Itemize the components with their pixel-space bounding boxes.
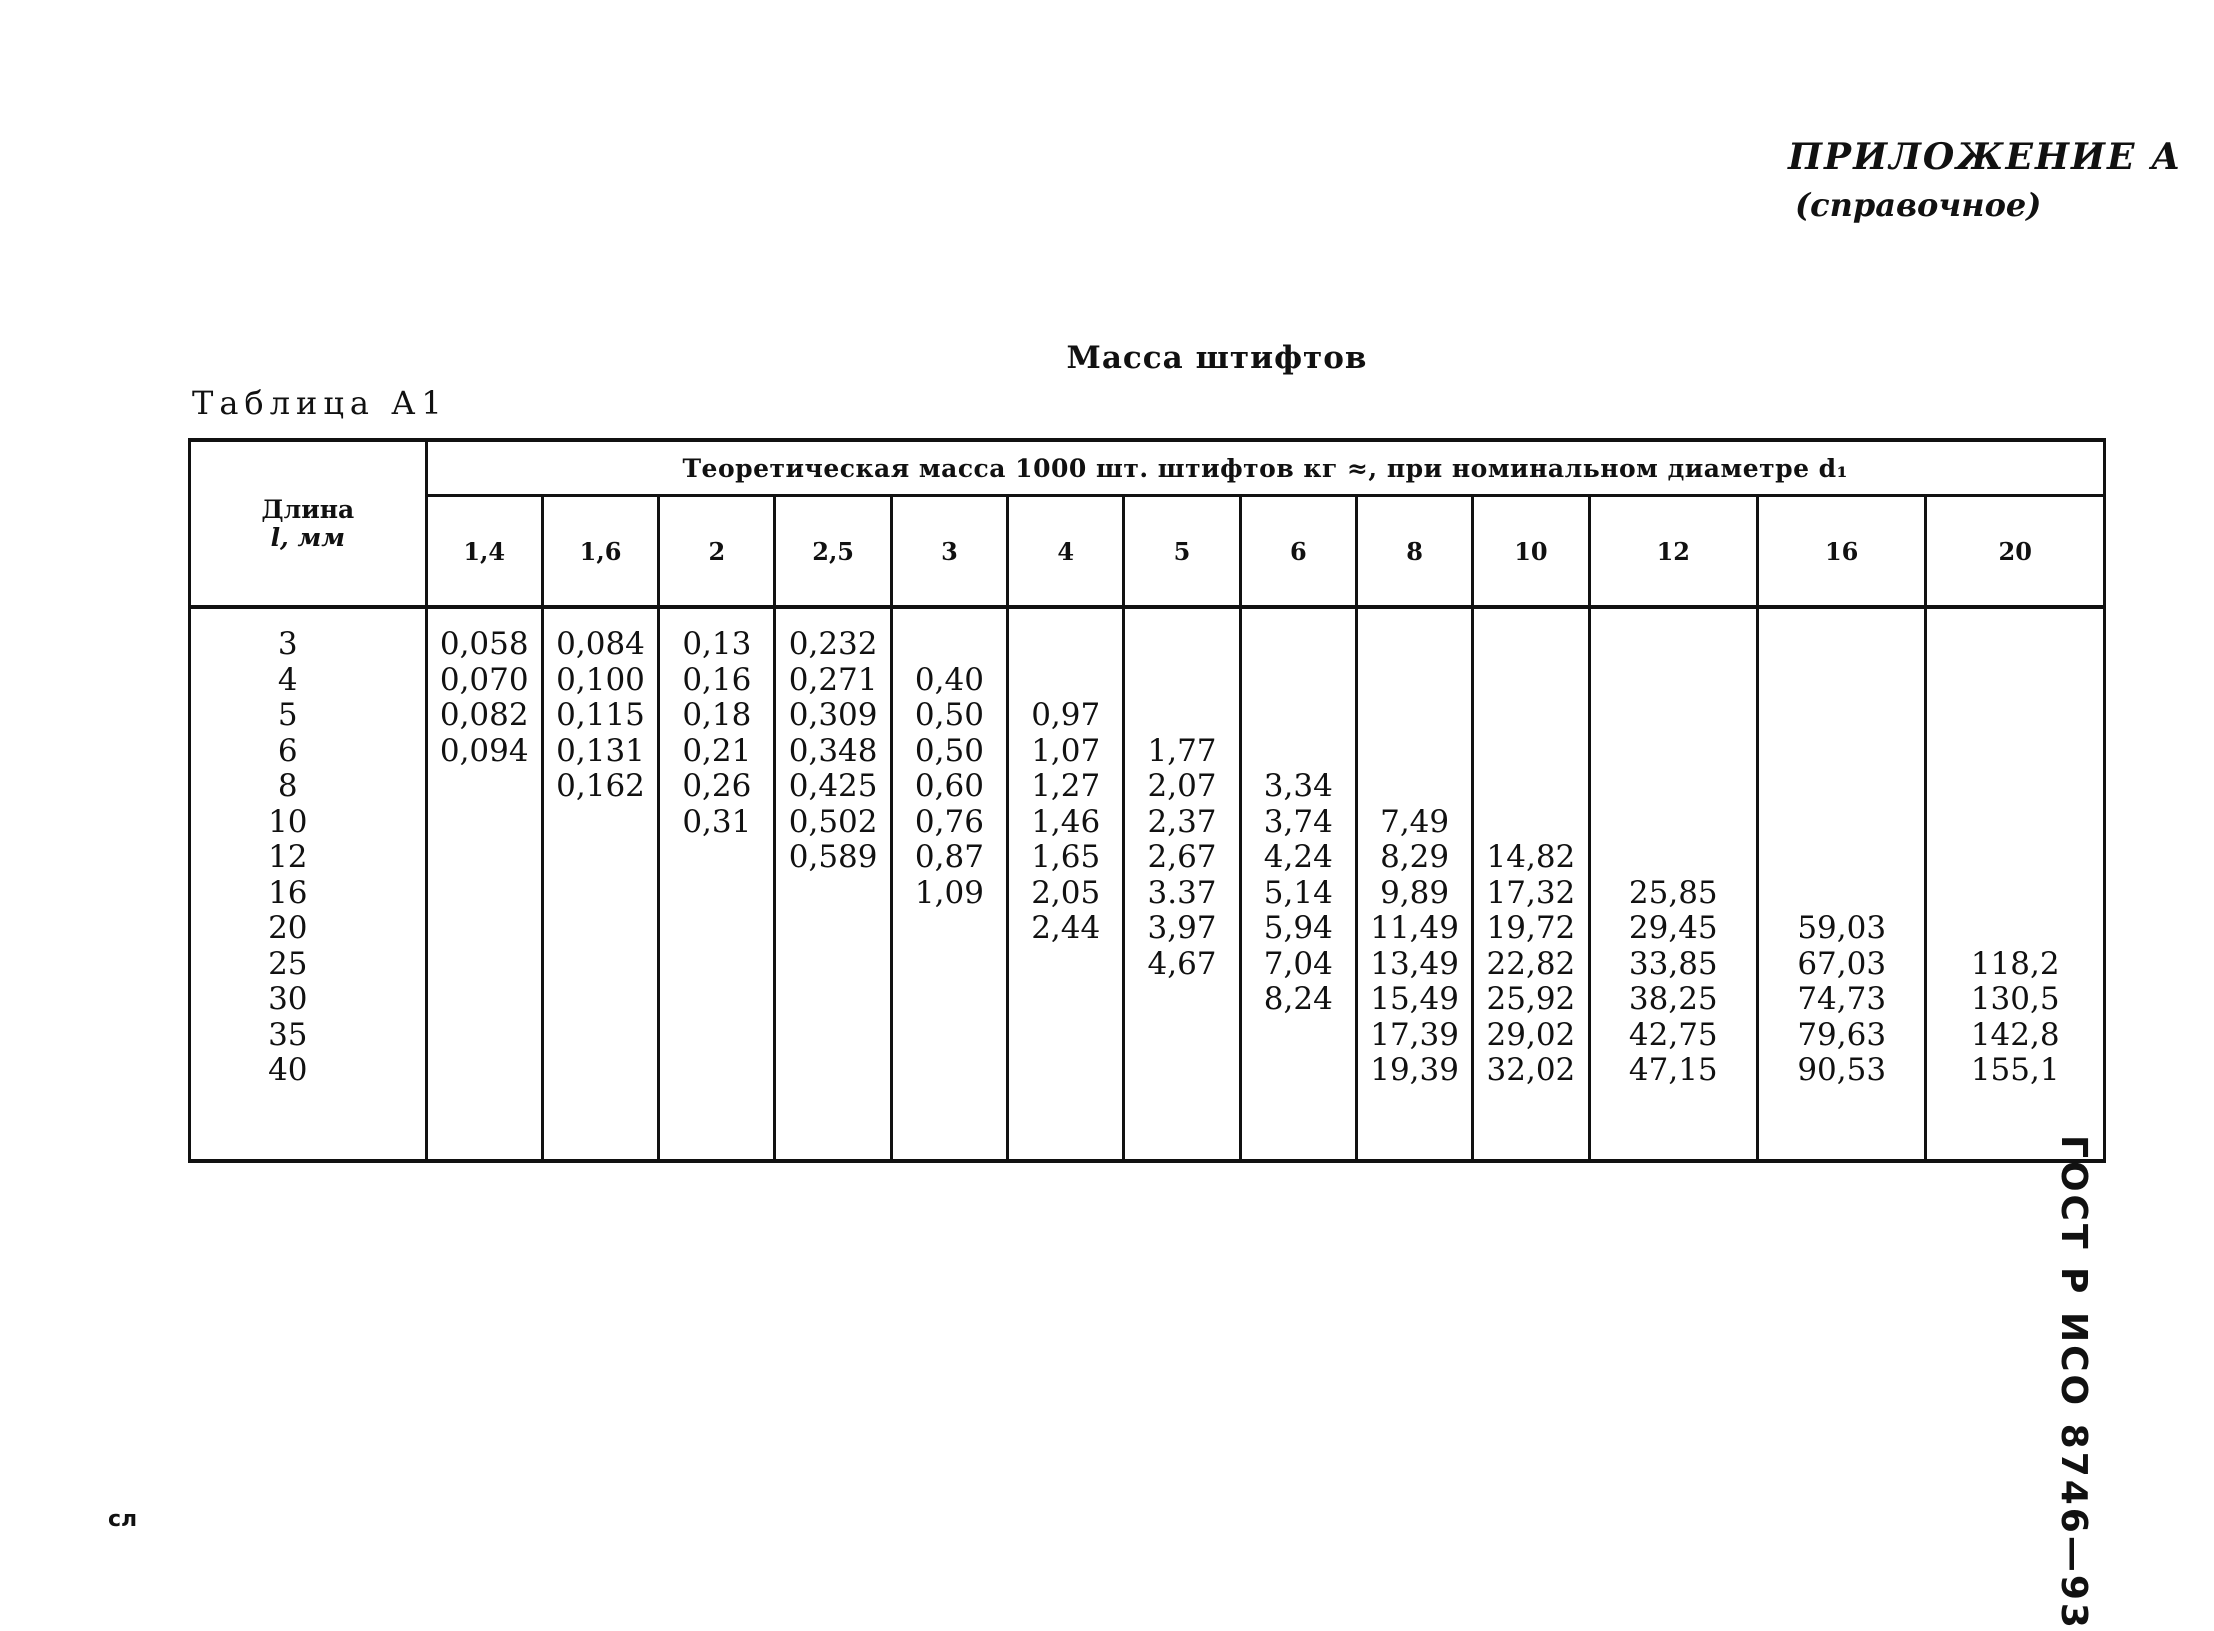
diameter-header: 12 (1589, 496, 1757, 608)
mass-value (1125, 627, 1238, 663)
mass-value: 13,49 (1370, 945, 1459, 982)
diameter-header: 2,5 (775, 496, 891, 608)
mass-value (1474, 805, 1587, 841)
mass-value (1759, 840, 1924, 876)
mass-value: 1,27 (1031, 768, 1101, 804)
mass-value (660, 1018, 773, 1054)
pin-mass-table (188, 438, 2106, 1163)
mass-value (1927, 911, 2103, 947)
mass-value (428, 1018, 541, 1054)
mass-value (1759, 698, 1924, 734)
length-value: 10 (268, 803, 308, 840)
mass-value: 8,29 (1380, 839, 1450, 875)
mass-value: 155,1 (1970, 1052, 2060, 1088)
mass-value: 0,115 (556, 697, 645, 733)
mass-value (1358, 769, 1471, 805)
length-value: 4 (277, 661, 298, 698)
mass-value (1009, 947, 1122, 983)
mass-value (893, 911, 1006, 947)
mass-value: 17,39 (1370, 1016, 1459, 1053)
mass-value: 1,09 (914, 874, 984, 911)
length-value: 3 (277, 626, 298, 662)
mass-value (1927, 627, 2103, 663)
mass-value: 29,02 (1486, 1016, 1576, 1053)
mass-value: 0,131 (556, 732, 645, 769)
diameter-header: 3 (891, 496, 1007, 608)
diameter-header: 6 (1240, 496, 1356, 608)
mass-value: 15,49 (1370, 981, 1459, 1017)
mass-value (1927, 876, 2103, 912)
mass-value: 7,49 (1380, 803, 1450, 840)
mass-value: 0,76 (914, 803, 984, 840)
mass-value (428, 982, 541, 1018)
document-code: ГОСТ Р ИСО 8746—93 (2053, 1135, 2094, 1631)
mass-value: 9,89 (1380, 874, 1450, 911)
mass-value: 0,100 (556, 661, 645, 698)
diameter-header: 1,4 (426, 496, 542, 608)
spacer-cell (426, 607, 542, 623)
spacer-cell (1356, 607, 1472, 623)
length-value: 30 (268, 981, 308, 1017)
mass-value: 90,53 (1797, 1052, 1887, 1088)
mass-value (1759, 876, 1924, 912)
mass-value: 25,92 (1486, 981, 1576, 1017)
mass-value (1125, 982, 1238, 1018)
mass-value: 59,03 (1797, 910, 1887, 946)
length-value: 12 (268, 839, 308, 875)
mass-value (1242, 734, 1355, 770)
mass-value (660, 876, 773, 912)
mass-value: 38,25 (1628, 981, 1718, 1017)
mass-value (1009, 627, 1122, 663)
mass-value (1927, 663, 2103, 699)
mass-value (1591, 627, 1756, 663)
appendix-title: ПРИЛОЖЕНИЕ А (1788, 136, 2183, 178)
diameter-header: 4 (1008, 496, 1124, 608)
length-value: 40 (268, 1052, 308, 1088)
mass-value (1125, 698, 1238, 734)
mass-value (1927, 734, 2103, 770)
mass-column-2-5 (775, 623, 891, 1161)
mass-value (1242, 1018, 1355, 1054)
diameter-header: 8 (1356, 496, 1472, 608)
mass-value (893, 627, 1006, 663)
mass-value (1009, 1053, 1122, 1089)
mass-value (1591, 734, 1756, 770)
mass-value: 0,058 (439, 626, 529, 662)
mass-value (1125, 1018, 1238, 1054)
length-value: 35 (268, 1016, 308, 1053)
appendix-subtitle: (справочное) (1795, 186, 2042, 224)
mass-value (544, 876, 657, 912)
mass-value: 0,31 (682, 803, 752, 840)
mass-value: 0,16 (682, 661, 752, 698)
mass-value (1125, 663, 1238, 699)
mass-value: 1,07 (1031, 732, 1101, 769)
mass-value (660, 840, 773, 876)
mass-value (428, 805, 541, 841)
table-label: Таблица А1 (192, 384, 448, 422)
mass-value: 5,94 (1263, 910, 1333, 946)
mass-value (1242, 663, 1355, 699)
mass-value: 142,8 (1970, 1016, 2060, 1053)
mass-value (893, 982, 1006, 1018)
mass-column-2 (659, 623, 775, 1161)
mass-value (1474, 663, 1587, 699)
mass-value: 19,39 (1370, 1052, 1459, 1088)
mass-value (776, 1053, 889, 1089)
mass-value: 0,348 (788, 732, 878, 769)
table-spacer-row (190, 607, 2105, 623)
length-values-column (190, 623, 427, 1161)
mass-value: 0,26 (682, 768, 752, 804)
length-value: 20 (268, 910, 308, 946)
diameter-header: 16 (1757, 496, 1925, 608)
mass-value (1125, 1053, 1238, 1089)
mass-value (1759, 627, 1924, 663)
spacer-cell (1008, 607, 1124, 623)
diameter-header: 5 (1124, 496, 1240, 608)
mass-column-10 (1473, 623, 1589, 1161)
mass-value (1358, 663, 1471, 699)
spacer-cell (891, 607, 1007, 623)
mass-value: 29,45 (1628, 910, 1718, 946)
diameter-header: 20 (1926, 496, 2105, 608)
mass-value (1759, 734, 1924, 770)
mass-value: 0,082 (439, 697, 529, 733)
mass-value: 7,04 (1263, 945, 1333, 982)
mass-value: 3.37 (1147, 874, 1217, 911)
mass-value (1759, 769, 1924, 805)
mass-value: 22,82 (1486, 945, 1576, 982)
mass-value: 8,24 (1263, 981, 1333, 1017)
mass-value (1759, 805, 1924, 841)
spacer-cell (1473, 607, 1589, 623)
spacer-cell (1124, 607, 1240, 623)
diameter-header: 10 (1473, 496, 1589, 608)
mass-value (428, 911, 541, 947)
mass-value (1927, 840, 2103, 876)
mass-value: 0,87 (914, 839, 984, 875)
mass-column-1-4 (426, 623, 542, 1161)
diameter-group-header: Теоретическая масса 1000 шт. штифтов кг ≈, при номинальном диаметре d₁ (426, 440, 2104, 496)
diameter-header: 2 (659, 496, 775, 608)
mass-value (428, 1053, 541, 1089)
mass-value (1474, 627, 1587, 663)
mass-value: 0,232 (788, 626, 878, 662)
mass-value (1358, 734, 1471, 770)
mass-value: 2,67 (1147, 839, 1217, 875)
spacer-cell (775, 607, 891, 623)
mass-value: 0,502 (788, 803, 878, 840)
mass-value: 79,63 (1797, 1016, 1887, 1053)
mass-column-16 (1757, 623, 1925, 1161)
mass-value (544, 947, 657, 983)
mass-value (660, 982, 773, 1018)
mass-value: 0,084 (556, 626, 645, 662)
mass-value (893, 1018, 1006, 1054)
mass-value: 0,13 (682, 626, 752, 662)
mass-value: 42,75 (1628, 1016, 1718, 1053)
mass-column-8 (1356, 623, 1472, 1161)
mass-value: 32,02 (1486, 1052, 1576, 1088)
spacer-cell (1589, 607, 1757, 623)
mass-value (1474, 734, 1587, 770)
spacer-cell (190, 607, 427, 623)
mass-value (1009, 982, 1122, 1018)
mass-value: 0,094 (439, 732, 529, 769)
mass-value (1242, 1053, 1355, 1089)
mass-value: 74,73 (1797, 981, 1887, 1017)
mass-value: 2,44 (1031, 910, 1101, 946)
mass-column-5 (1124, 623, 1240, 1161)
mass-value: 0,271 (788, 661, 878, 698)
mass-value: 2,07 (1147, 768, 1217, 804)
diameter-header: 1,6 (542, 496, 658, 608)
mass-value: 0,425 (788, 768, 878, 804)
mass-value (1474, 698, 1587, 734)
mass-value (776, 982, 889, 1018)
spacer-cell (659, 607, 775, 623)
mass-value: 118,2 (1970, 945, 2060, 982)
mass-value (660, 911, 773, 947)
mass-value: 3,74 (1263, 803, 1333, 840)
mass-column-20 (1926, 623, 2105, 1161)
mass-value: 0,070 (439, 661, 529, 698)
mass-column-6 (1240, 623, 1356, 1161)
mass-column-1-6 (542, 623, 658, 1161)
length-value: 6 (277, 732, 298, 769)
mass-value: 0,50 (914, 697, 984, 733)
mass-column-3 (891, 623, 1007, 1161)
mass-value: 0,589 (788, 839, 878, 875)
mass-value (1591, 805, 1756, 841)
mass-value (1242, 698, 1355, 734)
length-header-label: Длина (261, 494, 355, 524)
mass-value (893, 1053, 1006, 1089)
mass-value (544, 840, 657, 876)
length-value: 25 (268, 945, 308, 982)
table-title: Масса штифтов (1066, 340, 1368, 376)
mass-value (1591, 769, 1756, 805)
mass-value: 0,97 (1031, 697, 1101, 733)
mass-value (428, 769, 541, 805)
mass-value (428, 840, 541, 876)
table-body-row (190, 623, 2105, 1161)
mass-value (1358, 627, 1471, 663)
mass-value (1009, 663, 1122, 699)
spacer-cell (1240, 607, 1356, 623)
mass-value: 0,50 (914, 732, 984, 769)
mass-value: 3,34 (1263, 768, 1333, 804)
mass-value: 2,05 (1031, 874, 1101, 911)
spacer-cell (542, 607, 658, 623)
mass-value: 4,67 (1147, 945, 1217, 982)
mass-value (1927, 805, 2103, 841)
mass-value: 0,21 (682, 732, 752, 769)
mass-value (544, 911, 657, 947)
mass-value (1591, 663, 1756, 699)
mass-value (1242, 627, 1355, 663)
mass-value (893, 947, 1006, 983)
mass-value (660, 947, 773, 983)
mass-value: 3,97 (1147, 910, 1217, 946)
mass-value: 0,162 (556, 768, 645, 804)
mass-value (776, 947, 889, 983)
mass-value: 5,14 (1263, 874, 1333, 911)
mass-value: 1,65 (1031, 839, 1101, 875)
mass-value: 33,85 (1628, 945, 1718, 982)
mass-value (776, 911, 889, 947)
mass-value (776, 876, 889, 912)
mass-value (544, 1018, 657, 1054)
mass-column-4 (1008, 623, 1124, 1161)
mass-value (1759, 663, 1924, 699)
mass-value: 0,60 (914, 768, 984, 804)
mass-value (1591, 698, 1756, 734)
mass-value: 0,18 (682, 697, 752, 733)
length-column-header (190, 440, 427, 607)
length-header-unit: l, мм (270, 522, 346, 552)
mass-value: 11,49 (1370, 910, 1459, 946)
mass-value: 14,82 (1486, 839, 1576, 875)
mass-value (1927, 698, 2103, 734)
mass-value: 25,85 (1628, 874, 1718, 911)
mass-value (1591, 840, 1756, 876)
mass-value (544, 1053, 657, 1089)
mass-value (1009, 1018, 1122, 1054)
spacer-cell (1926, 607, 2105, 623)
mass-value: 67,03 (1797, 945, 1887, 982)
mass-value: 47,15 (1628, 1052, 1718, 1088)
mass-value: 130,5 (1970, 981, 2060, 1017)
page-mark: сл (108, 1507, 138, 1532)
mass-value (1358, 698, 1471, 734)
mass-value: 0,309 (788, 697, 878, 733)
mass-value: 19,72 (1486, 910, 1576, 946)
mass-value (1474, 769, 1587, 805)
mass-value: 17,32 (1486, 874, 1576, 911)
mass-column-12 (1589, 623, 1757, 1161)
mass-value (660, 1053, 773, 1089)
diameter-header-row (190, 496, 2105, 608)
mass-value: 1,46 (1031, 803, 1101, 840)
mass-value (544, 982, 657, 1018)
mass-value: 0,40 (914, 661, 984, 698)
length-value: 16 (268, 874, 308, 911)
mass-value (428, 876, 541, 912)
mass-value (1927, 769, 2103, 805)
mass-value: 1,77 (1147, 732, 1217, 769)
mass-value (428, 947, 541, 983)
length-value: 8 (277, 768, 298, 804)
mass-value: 4,24 (1263, 839, 1333, 875)
mass-value (776, 1018, 889, 1054)
mass-value: 2,37 (1147, 803, 1217, 840)
mass-value (544, 805, 657, 841)
length-value: 5 (277, 697, 298, 733)
spacer-cell (1757, 607, 1925, 623)
